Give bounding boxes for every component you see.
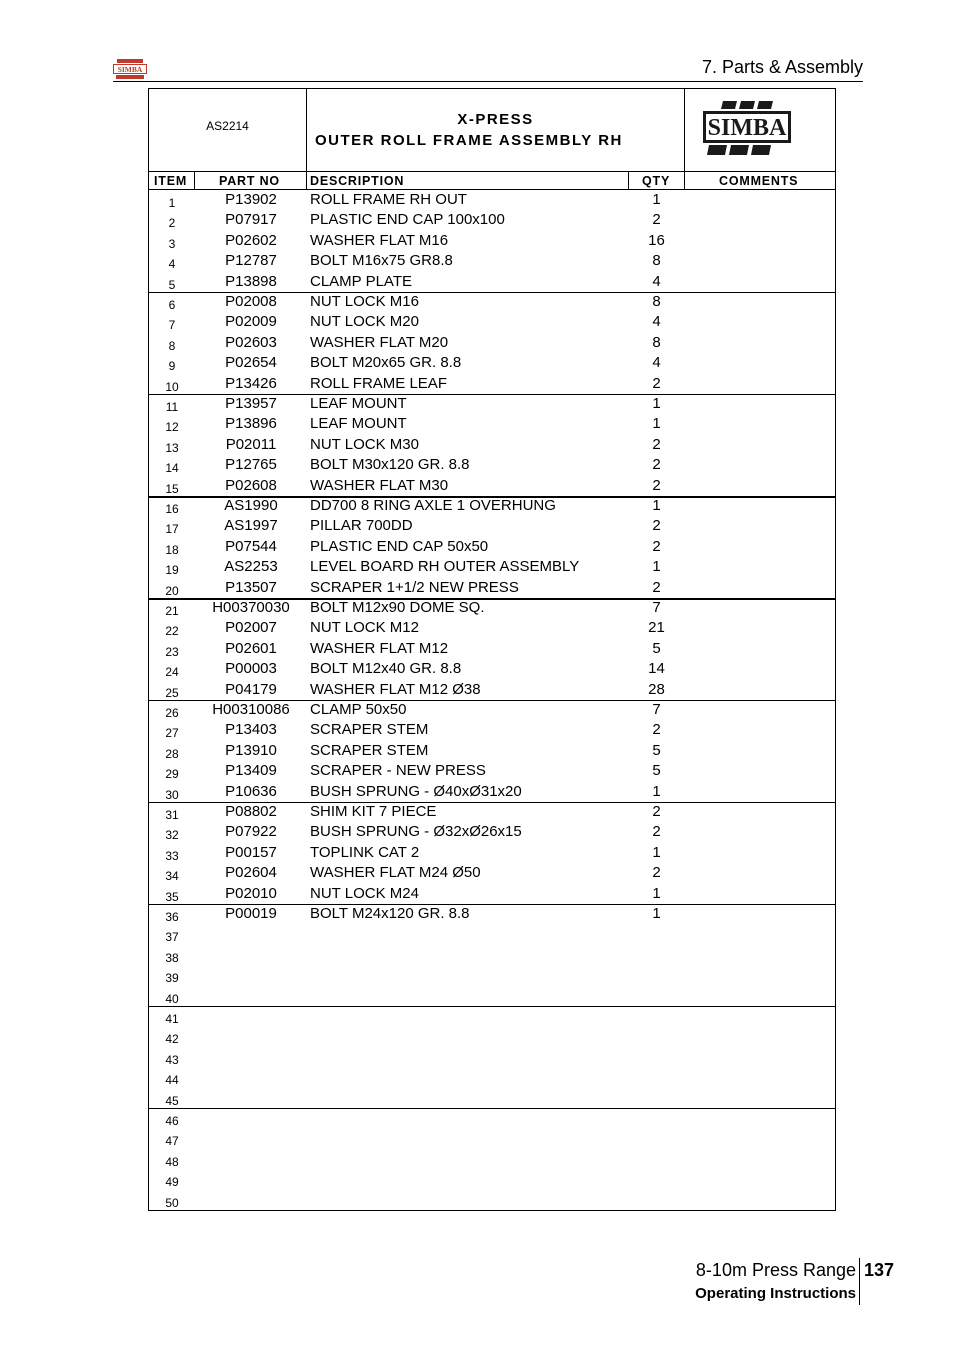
item-cell: 1: [168, 196, 176, 210]
qty-cell: 4: [652, 313, 661, 331]
item-cell: 7: [168, 318, 176, 333]
qty-cell: 5: [652, 762, 661, 780]
description-cell: ROLL FRAME RH OUT: [310, 191, 467, 208]
item-cell: 47: [165, 1134, 179, 1149]
part-no-cell: P02603: [225, 333, 277, 351]
table-row: [149, 965, 835, 985]
part-no-cell: P13403: [225, 721, 277, 739]
table-row: [149, 557, 835, 577]
table-row: [149, 782, 835, 802]
title-block: [149, 89, 835, 171]
description-cell: NUT LOCK M12: [310, 619, 419, 637]
description-cell: WASHER FLAT M16: [310, 231, 449, 249]
col-item: ITEM: [154, 174, 188, 188]
item-cell: 43: [165, 1052, 179, 1067]
description-cell: SCRAPER - NEW PRESS: [310, 762, 486, 780]
table-row: [149, 1128, 835, 1148]
description-cell: BUSH SPRUNG - Ø40xØ31x20: [310, 782, 522, 800]
item-cell: 24: [165, 665, 179, 680]
qty-cell: 8: [652, 333, 661, 351]
description-cell: LEVEL BOARD RH OUTER ASSEMBLY: [310, 558, 580, 576]
part-no-cell: P07917: [225, 211, 277, 229]
table-row: [149, 884, 835, 904]
description-cell: SCRAPER 1+1/2 NEW PRESS: [310, 578, 519, 596]
part-no-cell: P13898: [225, 272, 277, 290]
table-row: [149, 190, 835, 210]
description-cell: WASHER FLAT M20: [310, 333, 449, 351]
part-no-cell: P00019: [225, 905, 277, 922]
item-cell: 21: [165, 604, 179, 618]
qty-cell: 2: [652, 803, 661, 820]
item-cell: 2: [168, 216, 176, 231]
brand-logo-text: SIMBA: [707, 115, 787, 141]
table-row: [149, 945, 835, 965]
part-no-cell: P02011: [225, 435, 277, 453]
item-cell: 34: [165, 869, 179, 884]
item-cell: 36: [165, 910, 179, 924]
table-row: [149, 435, 835, 455]
item-cell: 4: [168, 257, 176, 272]
qty-cell: 4: [652, 354, 661, 372]
qty-cell: 5: [652, 639, 661, 657]
qty-cell: 4: [652, 272, 661, 290]
table-row: [149, 272, 835, 292]
table-row: [149, 333, 835, 353]
table-row: [149, 210, 835, 230]
qty-cell: 1: [652, 843, 661, 861]
item-cell: 8: [168, 338, 176, 353]
qty-cell: 1: [652, 395, 661, 412]
divider: [628, 172, 629, 189]
item-cell: 12: [165, 420, 179, 435]
table-row: [149, 292, 835, 312]
part-no-cell: P13896: [225, 415, 277, 433]
description-cell: NUT LOCK M30: [310, 435, 419, 453]
item-cell: 18: [165, 542, 179, 557]
qty-cell: 2: [652, 721, 661, 739]
title-line-2: OUTER ROLL FRAME ASSEMBLY RH: [315, 132, 623, 149]
qty-cell: 7: [652, 599, 661, 616]
item-cell: 19: [165, 563, 179, 578]
description-cell: TOPLINK CAT 2: [310, 843, 420, 861]
table-row: [149, 353, 835, 373]
table-row: [149, 231, 835, 251]
item-cell: 6: [168, 298, 176, 312]
column-headers: [149, 171, 835, 190]
table-row: [149, 516, 835, 536]
description-cell: WASHER FLAT M30: [310, 476, 449, 494]
simba-brand-logo: [699, 97, 795, 159]
assembly-title: [307, 109, 684, 151]
qty-cell: 1: [652, 884, 661, 902]
table-row: [149, 578, 835, 598]
part-no-cell: P13426: [225, 374, 277, 392]
table-row: [149, 761, 835, 781]
table-row: [149, 700, 835, 720]
item-cell: 35: [165, 889, 179, 904]
item-cell: 23: [165, 644, 179, 659]
part-no-cell: P08802: [225, 803, 277, 820]
qty-cell: 7: [652, 701, 661, 718]
part-no-cell: P02608: [225, 476, 277, 494]
qty-cell: 2: [652, 211, 661, 229]
part-no-cell: P00003: [225, 660, 277, 678]
part-no-cell: AS2253: [224, 558, 278, 576]
table-row: [149, 1190, 835, 1210]
table-row: [149, 741, 835, 761]
table-row: [149, 618, 835, 638]
item-cell: 26: [165, 706, 179, 720]
part-no-cell: P02009: [225, 313, 277, 331]
part-no-cell: P07544: [225, 537, 277, 555]
table-row: [149, 863, 835, 883]
part-no-cell: P07922: [225, 823, 277, 841]
title-line-1: X-PRESS: [457, 111, 534, 128]
table-row: [149, 598, 835, 618]
description-cell: BOLT M24x120 GR. 8.8: [310, 905, 470, 922]
description-cell: BOLT M30x120 GR. 8.8: [310, 456, 470, 474]
simba-small-logo: [113, 59, 147, 79]
assembly-number: AS2214: [206, 119, 249, 133]
description-cell: BOLT M12x40 GR. 8.8: [310, 660, 462, 678]
part-no-cell: P00157: [225, 843, 277, 861]
table-row: [149, 986, 835, 1006]
description-cell: CLAMP PLATE: [310, 272, 412, 290]
item-cell: 46: [165, 1114, 179, 1128]
table-row: [149, 251, 835, 271]
table-row: [149, 374, 835, 394]
qty-cell: 2: [652, 864, 661, 882]
part-no-cell: AS1997: [224, 517, 278, 535]
qty-cell: 1: [652, 415, 661, 433]
part-no-cell: AS1990: [224, 497, 278, 514]
part-no-cell: P02654: [225, 354, 277, 372]
part-no-cell: P02008: [225, 293, 277, 310]
item-cell: 41: [165, 1012, 179, 1026]
qty-cell: 2: [652, 374, 661, 392]
col-description: DESCRIPTION: [310, 174, 405, 188]
table-row: [149, 455, 835, 475]
description-cell: SCRAPER STEM: [310, 721, 429, 739]
page-number: 137: [864, 1260, 895, 1280]
description-cell: PILLAR 700DD: [310, 517, 413, 535]
part-no-cell: P12765: [225, 456, 277, 474]
footer-divider: [859, 1258, 860, 1305]
footer-range: 8-10m Press Range: [695, 1260, 856, 1280]
divider: [684, 89, 685, 171]
table-row: [149, 659, 835, 679]
table-row: [149, 639, 835, 659]
item-cell: 48: [165, 1154, 179, 1169]
table-row: [149, 414, 835, 434]
col-qty: QTY: [642, 174, 671, 188]
table-row: [149, 680, 835, 700]
item-cell: 3: [168, 236, 176, 251]
qty-cell: 16: [648, 231, 665, 249]
table-row: [149, 924, 835, 944]
part-no-cell: P02601: [225, 639, 277, 657]
table-row: [149, 1088, 835, 1108]
item-cell: 5: [168, 277, 176, 292]
qty-cell: 28: [648, 680, 665, 698]
qty-cell: 2: [652, 456, 661, 474]
table-row: [149, 312, 835, 332]
part-no-cell: P12787: [225, 252, 277, 270]
table-row: [149, 537, 835, 557]
table-row: [149, 476, 835, 496]
part-no-cell: P02007: [225, 619, 277, 637]
qty-cell: 2: [652, 476, 661, 494]
qty-cell: 2: [652, 435, 661, 453]
table-row: [149, 1006, 835, 1026]
qty-cell: 1: [652, 558, 661, 576]
description-cell: BOLT M12x90 DOME SQ.: [310, 599, 485, 616]
qty-cell: 8: [652, 252, 661, 270]
description-cell: BUSH SPRUNG - Ø32xØ26x15: [310, 823, 522, 841]
item-cell: 20: [165, 583, 179, 598]
description-cell: CLAMP 50x50: [310, 701, 407, 718]
part-no-cell: P02010: [225, 884, 277, 902]
description-cell: WASHER FLAT M12: [310, 639, 449, 657]
qty-cell: 2: [652, 578, 661, 596]
description-cell: SCRAPER STEM: [310, 741, 429, 759]
col-part-no: PART NO: [219, 174, 280, 188]
table-row: [149, 904, 835, 924]
description-cell: WASHER FLAT M12 Ø38: [310, 680, 481, 698]
col-comments: COMMENTS: [719, 174, 799, 188]
item-cell: 32: [165, 828, 179, 843]
table-row: [149, 496, 835, 516]
part-no-cell: P13409: [225, 762, 277, 780]
item-cell: 33: [165, 848, 179, 863]
item-cell: 28: [165, 746, 179, 761]
table-row: [149, 1149, 835, 1169]
description-cell: BOLT M16x75 GR8.8: [310, 252, 453, 270]
svg-text:SIMBA: SIMBA: [117, 65, 143, 74]
table-row: [149, 802, 835, 822]
item-cell: 45: [165, 1093, 179, 1108]
part-no-cell: P13902: [225, 191, 277, 208]
divider: [306, 172, 307, 189]
item-cell: 31: [165, 808, 179, 822]
item-cell: 40: [165, 991, 179, 1006]
footer-subtitle: Operating Instructions: [695, 1285, 856, 1302]
divider: [684, 172, 685, 189]
description-cell: NUT LOCK M24: [310, 884, 419, 902]
description-cell: WASHER FLAT M24 Ø50: [310, 864, 481, 882]
description-cell: BOLT M20x65 GR. 8.8: [310, 354, 462, 372]
description-cell: NUT LOCK M16: [310, 293, 419, 310]
table-row: [149, 720, 835, 740]
qty-cell: 1: [652, 905, 661, 922]
item-cell: 9: [168, 359, 176, 374]
qty-cell: 14: [648, 660, 665, 678]
table-row: [149, 843, 835, 863]
part-no-cell: P04179: [225, 680, 277, 698]
qty-cell: 1: [652, 497, 661, 514]
qty-cell: 2: [652, 537, 661, 555]
qty-cell: 2: [652, 517, 661, 535]
table-row: [149, 1108, 835, 1128]
item-cell: 15: [165, 481, 179, 496]
description-cell: DD700 8 RING AXLE 1 OVERHUNG: [310, 497, 556, 514]
description-cell: PLASTIC END CAP 100x100: [310, 211, 505, 229]
item-cell: 38: [165, 950, 179, 965]
item-cell: 17: [165, 522, 179, 537]
description-cell: LEAF MOUNT: [310, 395, 407, 412]
table-row: [149, 1067, 835, 1087]
qty-cell: 2: [652, 823, 661, 841]
description-cell: PLASTIC END CAP 50x50: [310, 537, 489, 555]
description-cell: ROLL FRAME LEAF: [310, 374, 447, 392]
item-cell: 16: [165, 502, 179, 516]
qty-cell: 5: [652, 741, 661, 759]
section-title: 7. Parts & Assembly: [701, 57, 863, 77]
item-cell: 27: [165, 726, 179, 741]
item-cell: 10: [165, 379, 179, 394]
description-cell: LEAF MOUNT: [310, 415, 407, 433]
qty-cell: 8: [652, 293, 661, 310]
description-cell: NUT LOCK M20: [310, 313, 419, 331]
divider: [194, 172, 195, 189]
table-row: [149, 1047, 835, 1067]
item-cell: 44: [165, 1073, 179, 1088]
item-cell: 37: [165, 930, 179, 945]
qty-cell: 21: [648, 619, 665, 637]
item-cell: 50: [165, 1195, 179, 1210]
header-rule: [113, 81, 863, 82]
table-row: [149, 822, 835, 842]
item-cell: 30: [165, 787, 179, 802]
table-row: [149, 1026, 835, 1046]
item-cell: 22: [165, 624, 179, 639]
qty-cell: 1: [652, 191, 661, 208]
part-no-cell: H00310086: [212, 701, 290, 718]
part-no-cell: P13507: [225, 578, 277, 596]
part-no-cell: P10636: [225, 782, 277, 800]
item-cell: 11: [165, 400, 179, 414]
item-cell: 39: [165, 971, 179, 986]
parts-sheet: [148, 88, 836, 1211]
item-cell: 13: [165, 440, 179, 455]
part-no-cell: H00370030: [212, 599, 290, 616]
part-no-cell: P13957: [225, 395, 277, 412]
part-no-cell: P02604: [225, 864, 277, 882]
description-cell: SHIM KIT 7 PIECE: [310, 803, 437, 820]
qty-cell: 1: [652, 782, 661, 800]
part-no-cell: P13910: [225, 741, 277, 759]
item-cell: 42: [165, 1032, 179, 1047]
item-cell: 25: [165, 685, 179, 700]
item-cell: 14: [165, 461, 179, 476]
table-row: [149, 1169, 835, 1189]
part-no-cell: P02602: [225, 231, 277, 249]
item-cell: 49: [165, 1175, 179, 1190]
item-cell: 29: [165, 767, 179, 782]
table-row: [149, 394, 835, 414]
